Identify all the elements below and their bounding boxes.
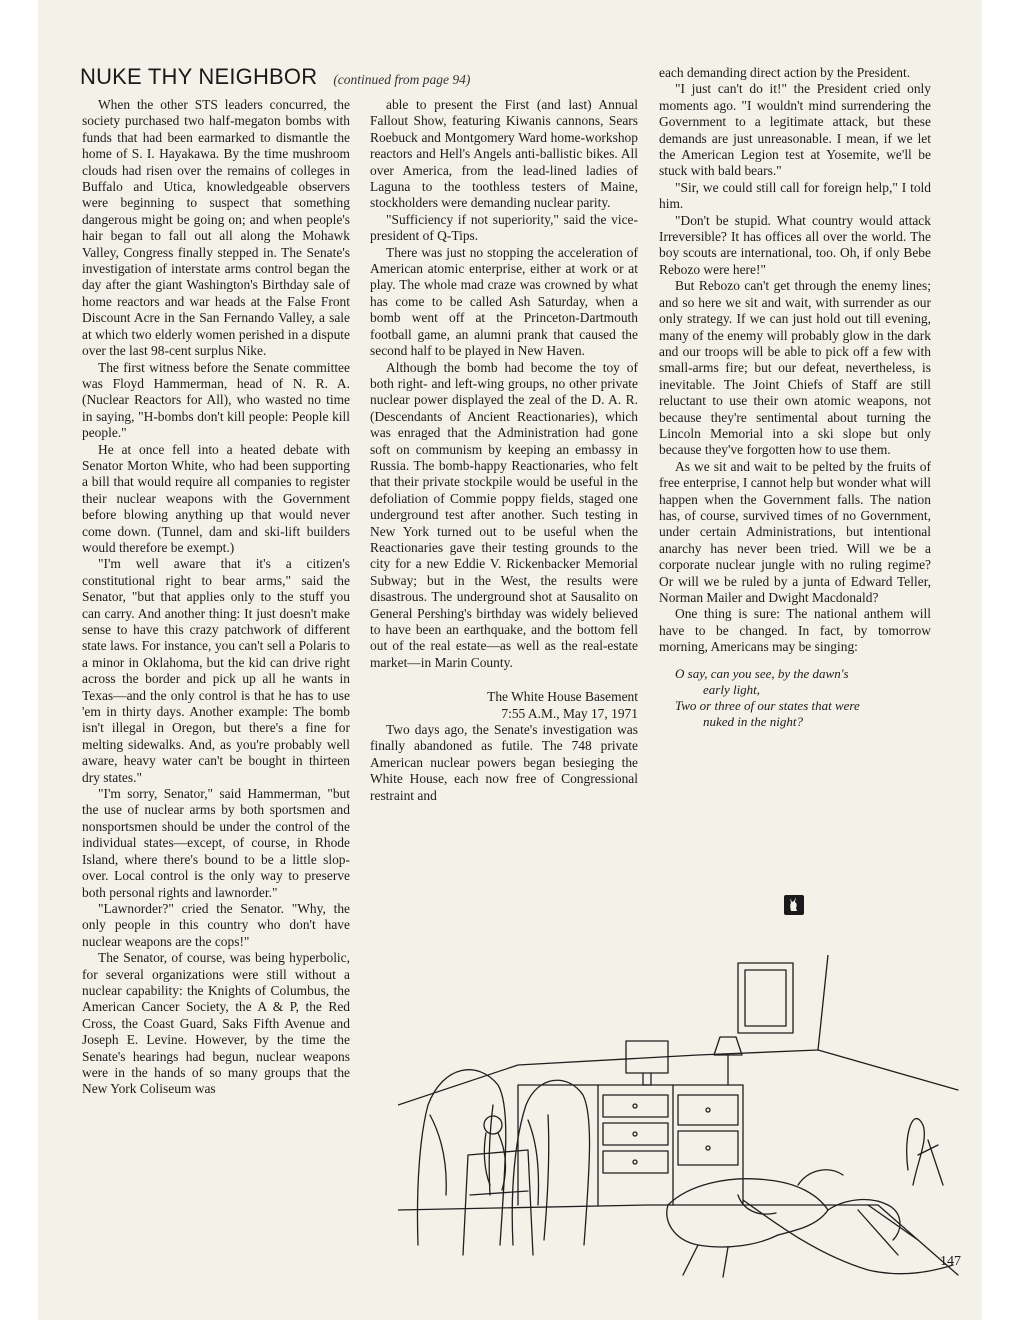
verse-line: O say, can you see, by the dawn's xyxy=(675,665,849,681)
verse-line: Two or three of our states that were xyxy=(675,697,860,713)
paragraph: "I'm well aware that it's a citizen's constitutional right to bear arms," said the Senator, "but that applies only to the stuff you can carry. And another thing: It just doesn't make sense to have this crazy patchwork of different state laws. For instance, you can't sell a Polaris to a minor in Oklahoma, but the kid can drive right across the border and pick up all he wants in Texas—and the only control is that he has to use 'em in thirty days. Another example: The bomb isn't illegal in Oregon, but there's a fine for melting sidewalks. And, as you're probably well aware, heavy water can't be bought in thirteen dry states." xyxy=(82,556,350,785)
paragraph: Although the bomb had become the toy of both right- and left-wing groups, no other private nuclear power displayed the zeal of the D. A. R. (Descendants of Ancient Reactionaries), which was enraged that the Administration had gone soft on communism by keeping an embassy in Russia. The bomb-happy Reactionaries, who felt that their private stockpile would be useful in the defoliation of Commie poppy fields, staged one underground test after another. Such testing in New York turned out to be useful when the Reactionaries gave their testing grounds to the city for a new Eddie V. Rickenbacker Memorial Subway; but in the West, the results were disastrous. The underground shot at Sausalito on General Pershing's birthday was widely believed to have been an earthquake, and the bottom fell out of the real estate—as well as the real-estate market—in Marin County. xyxy=(370,359,638,670)
paragraph: He at once fell into a heated debate with Senator Morton White, who had been supporting a bill that would require all companies to register their nuclear weapons with the Government before blowing anything up that would never come down. (Tunnel, dam and ski-lift builders would therefore be exempt.) xyxy=(82,441,350,555)
anthem-verse xyxy=(675,666,931,730)
dateline-time: 7:55 A.M., May 17, 1971 xyxy=(501,705,638,721)
paragraph: Two days ago, the Senate's investigation was finally abandoned as futile. The 748 private American nuclear powers began besieging the White House, each now free of Congressional restraint and xyxy=(370,722,638,803)
paragraph: "Lawnorder?" cried the Senator. "Why, the only people in this country who don't have nuclear weapons are the cops!" xyxy=(82,900,350,949)
paragraph: The first witness before the Senate committee was Floyd Hammerman, head of N. R. A. (Nuclear Reactors for All), who wasted no time in saying, "H-bombs don't kill people: People kill people." xyxy=(82,359,350,441)
paragraph: As we sit and wait to be pelted by the fruits of free enterprise, I cannot help but wonder what will happen when the Government falls. The nation has, of course, survived times of no Government, under certain Administrations, but intentional anarchy has never been tried. Will we be a corporate nuclear jungle with no ruling regime? Or will we be ruled by a junta of Edward Teller, Norman Mailer and Dwight Macdonald? xyxy=(659,458,932,605)
text-column-3 xyxy=(659,65,931,730)
verse-line: nuked in the night? xyxy=(703,713,804,729)
paragraph: There was just no stopping the acceleration of American atomic enterprise, either at work or at play. The whole mad craze was crowned by what has come to be called Ash Saturday, when a bomb went off at the Princeton-Dartmouth football game, an alumni prank that caused the second half to be played in New Haven. xyxy=(370,244,638,359)
article-header xyxy=(80,64,650,90)
paragraph: able to present the First (and last) Annual Fallout Show, featuring Kiwanis cannons, Sears Roebuck and Montgomery Ward home-workshop reactors and Hell's Angels anti-ballistic bikes. All over America, from the lead-lined ladies of Laguna to the toothless testers of Maine, stockholders were demanding nuclear parity. xyxy=(370,97,638,211)
paragraph: "Sufficiency if not superiority," said the vice-president of Q-Tips. xyxy=(370,211,638,244)
page-number: 147 xyxy=(940,1254,961,1269)
continued-note: (continued from page 94) xyxy=(333,72,471,87)
text-column-1 xyxy=(82,97,350,1098)
article-title: NUKE THY NEIGHBOR xyxy=(80,64,318,89)
paragraph: One thing is sure: The national anthem will have to be changed. In fact, by tomorrow morning, Americans may be singing: xyxy=(659,606,931,655)
paragraph: "I'm sorry, Senator," said Hammerman, "but the use of nuclear arms by both sportsmen and nonsportsmen should be under the control of the individual states—except, of course, in Rhode Island, where there's bound to be a little slop-over. Local control is the only way to preserve both personal rights and lawnorder." xyxy=(82,786,350,900)
paragraph: When the other STS leaders concurred, the society purchased two half-megaton bombs with funds that had been earmarked to dismantle the home of S. I. Hayakawa. By the time mushroom clouds had risen over the remains of colleges in Buffalo and Utica, knowledgeable observers were beginning to suspect that something dangerous might be going on; and when people's hair began to fall out all along the Mohawk Valley, Congress finally stepped in. The Senate's investigation of interstate arms control began the day after the giant Washington's Birthday sale of home reactors and war heads at the False Front Discount Acre in the San Fernando Valley, a sale at which two elderly women perished in a dispute over the last 98-cent surplus Nike. xyxy=(82,97,350,359)
cartoon-illustration xyxy=(398,955,960,1290)
paragraph: "Sir, we could still call for foreign help," I told him. xyxy=(659,179,931,212)
text-column-2 xyxy=(370,97,638,804)
playboy-rabbit-icon xyxy=(784,895,804,915)
paragraph: But Rebozo can't get through the enemy lines; and so here we sit and wait, with surrender as our only strategy. If we can just hold out till evening, many of the enemy will probably glow in the dark and our troops will be able to pick off a few with small-arms fire; but our defeat, nevertheless, is inevitable. The Joint Chiefs of Staff are still reluctant to use their own atomic weapons, not because they're sentimental about turning the Lincoln Memorial into a ski slope but only because they've forgotten how to use them. xyxy=(659,278,931,458)
paragraph: "I just can't do it!" the President cried only moments ago. "I wouldn't mind surrendering the Government to a legitimate attack, but these demands are just unreasonable. I mean, if we let the American Legion test at Yosemite, we'll be stuck with bald bears." xyxy=(659,81,931,179)
dateline xyxy=(370,689,638,722)
verse-line: early light, xyxy=(703,681,761,697)
paragraph: "Don't be stupid. What country would attack Irreversible? It has offices all over the world. The boy scouts are international, too. Oh, if only Bebe Rebozo were here!" xyxy=(659,212,931,277)
paragraph: The Senator, of course, was being hyperbolic, for several organizations were still without a nuclear capability: the Knights of Columbus, the American Cancer Society, the A & P, the Red Cross, the Coast Guard, Saks Fifth Avenue and Joseph E. Levine. However, by the time the Senate's hearings had begun, nuclear weapons were in the hands of so many groups that the New York Coliseum was xyxy=(82,950,350,1097)
dateline-place: The White House Basement xyxy=(487,689,638,705)
paragraph: each demanding direct action by the President. xyxy=(659,65,911,80)
